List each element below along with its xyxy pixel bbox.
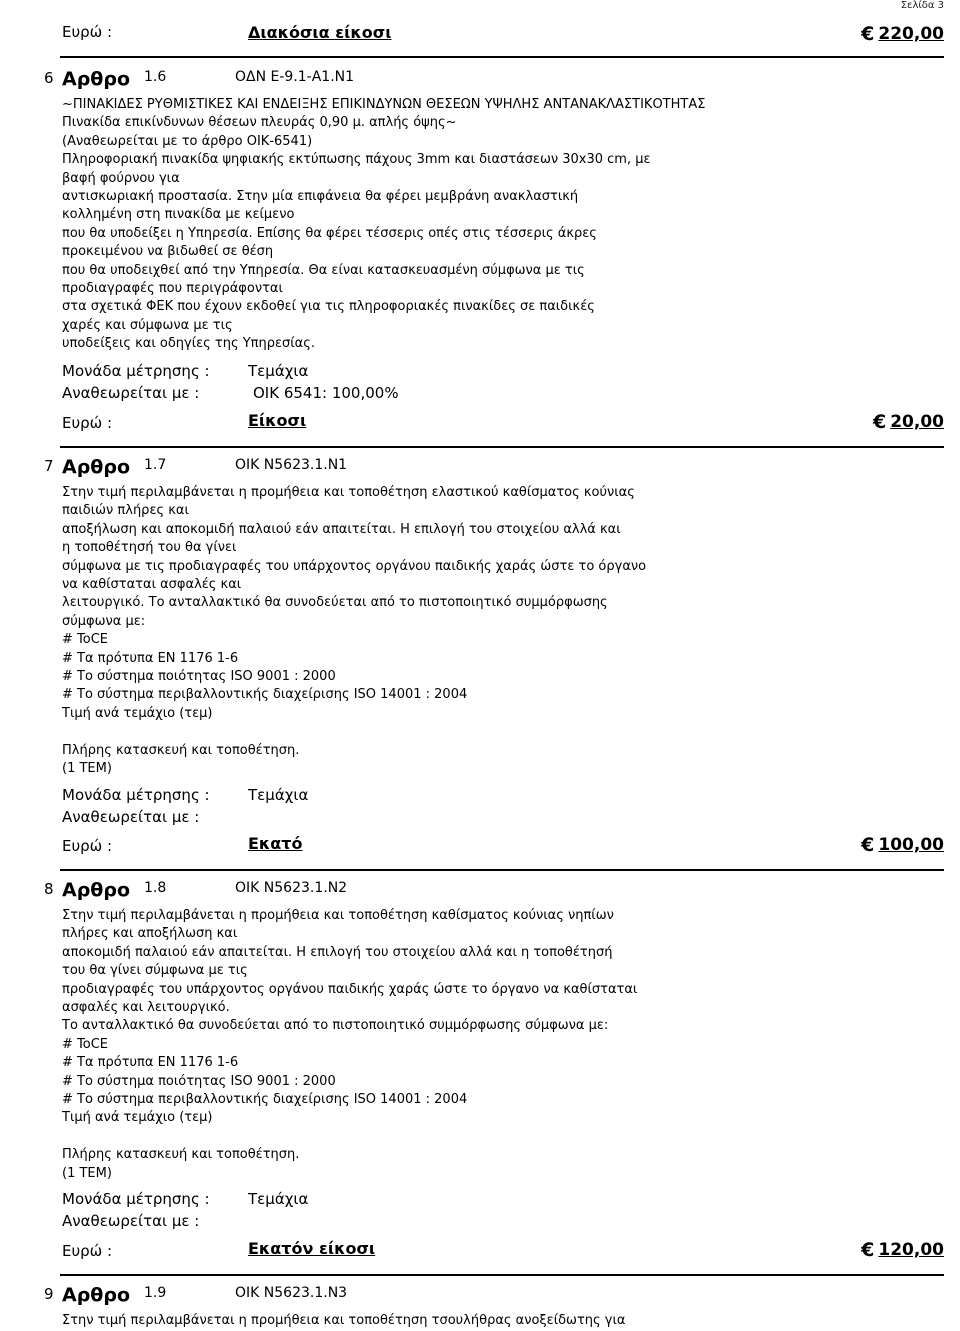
article-description	[62, 1312, 625, 1330]
article-ref: ΟΙΚ Ν5623.1.Ν1	[235, 457, 348, 473]
description-line: # Το σύστημα περιβαλλοντικής διαχείρισης ISO 14001 : 2004	[62, 687, 468, 703]
description-line: # Το σύστημα ποιότητας ISO 9001 : 2000	[62, 669, 336, 685]
description-line: η τοποθέτησή του θα γίνει	[62, 540, 237, 556]
description-line: Πλήρης κατασκευή και τοποθέτηση.	[62, 742, 300, 758]
total-in-words: Εκατόν είκοσι	[248, 1239, 376, 1258]
description-line: (1 ΤΕΜ)	[62, 761, 112, 777]
article-heading: Αρθρο	[62, 879, 131, 901]
total-in-words: Είκοσι	[248, 411, 307, 430]
euro-label: Ευρώ :	[62, 414, 113, 432]
total-amount	[861, 1238, 944, 1260]
description-line: Το ανταλλακτικό θα συνοδεύεται από το πιστοποιητικό συμμόρφωσης σύμφωνα με:	[62, 1018, 609, 1034]
page-number: Σελίδα 3	[900, 0, 944, 11]
description-line: # Τα πρότυπα ΕΝ 1176 1-6	[62, 650, 239, 666]
description-line: υποδείξεις και οδηγίες της Υπηρεσίας.	[62, 336, 315, 352]
description-line: ασφαλές και λειτουργικό.	[62, 1000, 230, 1016]
description-line: # ToCE	[62, 1036, 109, 1052]
euro-label: Ευρώ :	[62, 1242, 113, 1260]
description-line: που θα υποδείξει η Υπηρεσία. Επίσης θα φέρει τέσσερις οπές στις τέσσερις άκρες	[62, 225, 597, 241]
revised-label: Αναθεωρείται με :	[62, 808, 200, 826]
separator-rule	[60, 1274, 944, 1276]
article-code: 1.6	[144, 69, 167, 85]
total-in-words: Εκατό	[248, 834, 303, 853]
description-line: κολλημένη στη πινακίδα με κείμενο	[62, 207, 295, 223]
article-description	[62, 907, 637, 1183]
article-code: 1.7	[144, 457, 167, 473]
description-line: να καθίσταται ασφαλές και	[62, 577, 242, 593]
description-line: Στην τιμή περιλαμβάνεται η προμήθεια και τοποθέτηση ελαστικού καθίσματος κούνιας	[62, 485, 635, 500]
revised-label: Αναθεωρείται με :	[62, 1212, 200, 1230]
revised-label: Αναθεωρείται με :	[62, 384, 200, 402]
total-amount	[861, 833, 944, 855]
description-line: ~ΠΙΝΑΚΙΔΕΣ ΡΥΘΜΙΣΤΙΚΕΣ ΚΑΙ ΕΝΔΕΙΞΗΣ ΕΠΙΚΙΝΔΥΝΩΝ ΘΕΣΕΩΝ ΥΨΗΛΗΣ ΑΝΤΑΝΑΚΛΑΣΤΙΚΟΤΗΤΑΣ	[62, 97, 706, 112]
article-number: 9	[44, 1285, 54, 1303]
description-line: στα σχετικά ΦΕΚ που έχουν εκδοθεί για τις πληροφοριακές πινακίδες σε παιδικές	[62, 299, 595, 315]
revised-value: ΟΙΚ 6541: 100,00%	[253, 384, 399, 402]
description-line: (Αναθεωρείται με το άρθρο ΟΙΚ-6541)	[62, 133, 313, 149]
total-amount-value: 220,00	[878, 24, 944, 44]
euro-icon: €	[861, 834, 875, 856]
description-line: # Τα πρότυπα ΕΝ 1176 1-6	[62, 1055, 239, 1071]
article-code: 1.9	[144, 1285, 167, 1301]
separator-rule	[60, 56, 944, 58]
separator-rule	[60, 869, 944, 871]
article-code: 1.8	[144, 880, 167, 896]
total-in-words: Διακόσια είκοσι	[248, 23, 392, 42]
total-amount-value: 100,00	[878, 835, 944, 855]
description-line: # Το σύστημα περιβαλλοντικής διαχείρισης ISO 14001 : 2004	[62, 1092, 468, 1108]
description-line: προκειμένου να βιδωθεί σε θέση	[62, 244, 274, 260]
description-line: λειτουργικό. Το ανταλλακτικό θα συνοδεύεται από το πιστοποιητικό συμμόρφωσης	[62, 595, 608, 611]
description-line: Στην τιμή περιλαμβάνεται η προμήθεια και τοποθέτηση τσουλήθρας ανοξείδωτης για	[62, 1313, 626, 1328]
description-line: Πλήρης κατασκευή και τοποθέτηση.	[62, 1147, 300, 1163]
description-line: προδιαγραφές που περιγράφονται	[62, 281, 283, 297]
unit-label: Μονάδα μέτρησης :	[62, 786, 210, 804]
total-amount	[873, 410, 944, 432]
article-description	[62, 484, 646, 779]
article-description	[62, 96, 705, 354]
description-line: # ToCE	[62, 632, 109, 648]
unit-label: Μονάδα μέτρησης :	[62, 362, 210, 380]
euro-label: Ευρώ :	[62, 23, 113, 41]
description-line: αποξήλωση και αποκομιδή παλαιού εάν απαιτείται. Η επιλογή του στοιχείου αλλά και	[62, 521, 621, 537]
separator-rule	[60, 446, 944, 448]
euro-label: Ευρώ :	[62, 837, 113, 855]
description-line: του θα γίνει σύμφωνα με τις	[62, 963, 248, 979]
article-heading: Αρθρο	[62, 1284, 131, 1306]
unit-value: Τεμάχια	[248, 1190, 309, 1208]
article-heading: Αρθρο	[62, 68, 131, 90]
unit-value: Τεμάχια	[248, 362, 309, 380]
description-line: που θα υποδειχθεί από την Υπηρεσία. Θα είναι κατασκευασμένη σύμφωνα με τις	[62, 262, 585, 278]
description-line: Πληροφοριακή πινακίδα ψηφιακής εκτύπωσης πάχους 3mm και διαστάσεων 30x30 cm, με	[62, 152, 651, 168]
description-line	[62, 1128, 637, 1146]
euro-icon: €	[861, 1239, 875, 1261]
description-line: Στην τιμή περιλαμβάνεται η προμήθεια και τοποθέτηση καθίσματος κούνιας νηπίων	[62, 908, 614, 923]
article-heading: Αρθρο	[62, 456, 131, 478]
article-number: 6	[44, 69, 54, 87]
description-line: (1 ΤΕΜ)	[62, 1165, 112, 1181]
article-number: 7	[44, 457, 54, 475]
description-line: σύμφωνα με τις προδιαγραφές του υπάρχοντος οργάνου παιδικής χαράς ώστε το όργανο	[62, 558, 647, 574]
euro-icon: €	[872, 411, 887, 433]
article-number: 8	[44, 880, 54, 898]
description-line: Τιμή ανά τεμάχιο (τεμ)	[62, 705, 213, 721]
description-line: αποκομιδή παλαιού εάν απαιτείται. Η επιλογή του στοιχείου αλλά και η τοποθέτησή	[62, 944, 613, 960]
description-line: αντισκωριακή προστασία. Στην μία επιφάνεια θα φέρει μεμβράνη ανακλαστική	[62, 189, 579, 205]
total-amount-value: 120,00	[878, 1240, 944, 1260]
article-ref: ΟΙΚ Ν5623.1.Ν2	[235, 880, 348, 896]
description-line: παιδιών πλήρες και	[62, 503, 189, 519]
article-ref: ΟΙΚ Ν5623.1.Ν3	[235, 1285, 348, 1301]
euro-icon: €	[861, 23, 875, 45]
description-line: προδιαγραφές του υπάρχοντος οργάνου παιδικής χαράς ώστε το όργανο να καθίσταται	[62, 981, 638, 997]
description-line	[62, 723, 646, 741]
unit-label: Μονάδα μέτρησης :	[62, 1190, 210, 1208]
description-line: χαρές και σύμφωνα με τις	[62, 317, 233, 333]
description-line: # Το σύστημα ποιότητας ISO 9001 : 2000	[62, 1073, 336, 1089]
description-line: πλήρες και αποξήλωση και	[62, 926, 238, 942]
total-amount	[861, 22, 944, 44]
description-line: βαφή φούρνου για	[62, 170, 180, 186]
article-ref: ΟΔΝ Ε-9.1-Α1.Ν1	[235, 69, 355, 85]
description-line: Πινακίδα επικίνδυνων θέσεων πλευράς 0,90 μ. απλής όψης~	[62, 115, 457, 131]
description-line: Τιμή ανά τεμάχιο (τεμ)	[62, 1110, 213, 1126]
total-amount-value: 20,00	[890, 412, 944, 432]
unit-value: Τεμάχια	[248, 786, 309, 804]
description-line: σύμφωνα με:	[62, 613, 146, 629]
